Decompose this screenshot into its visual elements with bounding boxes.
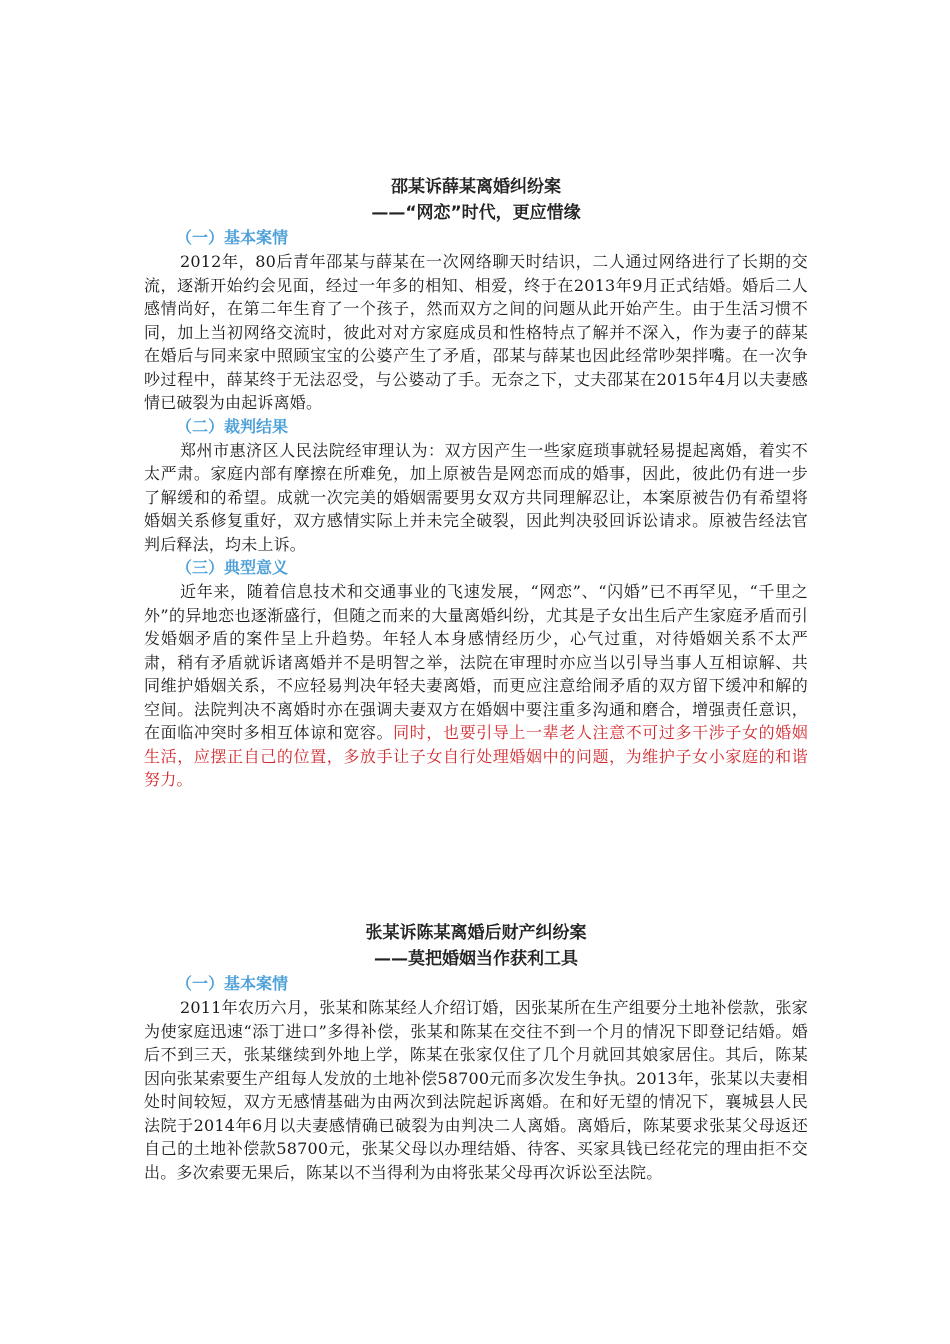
section-paragraph: 2012年，80后青年邵某与薛某在一次网络聊天时结识，二人通过网络进行了长期的交流，逐渐开始约会见面，经过一年多的相知、相爱，终于在2013年9月正式结婚。婚后二人感情尚好，在第二年生育了一个孩子，然而双方之间的问题从此开始产生。由于生活习惯不同，加上当初网络交流时，彼此对对方家庭成员和性格特点了解并不深入，作为妻子的薛某在婚后与同来家中照顾宝宝的公婆产生了矛盾，邵某与薛某也因此经常吵架拌嘴。在一次争吵过程中，薛某终于无法忍受，与公婆动了手。无奈之下，丈夫邵某在2015年4月以夫妻感情已破裂为由起诉离婚。: [144, 252, 808, 412]
section-paragraph: 2011年农历六月，张某和陈某经人介绍订婚，因张某所在生产组要分土地补偿款，张家为使家庭迅速“添丁进口”多得补偿，张某和陈某在交往不到一个月的情况下即登记结婚。婚后不到三天，张某继续到外地上学，陈某在张家仅住了几个月就回其娘家居住。其后，陈某因向张某索要生产组每人发放的土地补偿58700元而多次发生争执。2013年，张某以夫妻相处时间较短，双方无感情基础为由两次到法院起诉离婚。在和好无望的情况下，襄城县人民法院于2014年6月以夫妻感情确已破裂为由判决二人离婚。离婚后，陈某要求张某父母返还自己的土地补偿款58700元，张某父母以办理结婚、待客、买家具钱已经花完的理由拒不交出。多次索要无果后，陈某以不当得利为由将张某父母再次诉讼至法院。: [144, 998, 808, 1182]
section-paragraph: [144, 580, 808, 792]
case-subtitle: ——莫把婚姻当作获利工具: [374, 949, 578, 969]
case-section: [144, 920, 808, 1184]
section-heading: （一）基本案情: [176, 974, 289, 993]
section-heading: （三）典型意义: [176, 558, 289, 577]
highlighted-text: 同时，也要引导上一辈老人注意不可过多干涉子女的婚姻生活，应摆正自己的位置，多放手让子女自行处理婚姻中的问题，为维护子女小家庭的和谐努力。: [144, 723, 808, 789]
case-section: [144, 174, 808, 792]
case-title: 邵某诉薛某离婚纠纷案: [391, 177, 561, 197]
case-title: 张某诉陈某离婚后财产纠纷案: [365, 923, 587, 943]
section-heading: （二）裁判结果: [176, 416, 289, 436]
section-paragraph: 郑州市惠济区人民法院经审理认为：双方因产生一些家庭琐事就轻易提起离婚，着实不太严肃。家庭内部有摩擦在所难免，加上原被告是网恋而成的婚事，因此，彼此仍有进一步了解缓和的希望。成就一次完美的婚姻需要男女双方共同理解忍让，本案原被告仍有希望将婚姻关系修复重好，双方感情实际上并未完全破裂，因此判决驳回诉讼请求。原被告经法官判后释法，均未上诉。: [144, 440, 808, 554]
case-subtitle: ——“网恋”时代，更应惜缘: [371, 203, 581, 223]
paragraph-text: 近年来，随着信息技术和交通事业的飞速发展，“网恋”、“闪婚”已不再罕见，“千里之外”的异地恋也逐渐盛行，但随之而来的大量离婚纠纷，尤其是子女出生后产生家庭矛盾而引发婚姻矛盾的案件呈上升趋势。年轻人本身感情经历少，心气过重，对待婚姻关系不太严肃，稍有矛盾就诉诸离婚并不是明智之举，法院在审理时亦应当以引导当事人互相谅解、共同维护婚姻关系，不应轻易判决年轻夫妻离婚，而更应注意给闹矛盾的双方留下缓冲和解的空间。法院判决不离婚时亦在强调夫妻双方在婚姻中要注重多沟通和磨合，增强责任意识，在面临冲突时多相互体谅和宽容。: [144, 582, 808, 742]
section-heading: （一）基本案情: [176, 228, 289, 247]
